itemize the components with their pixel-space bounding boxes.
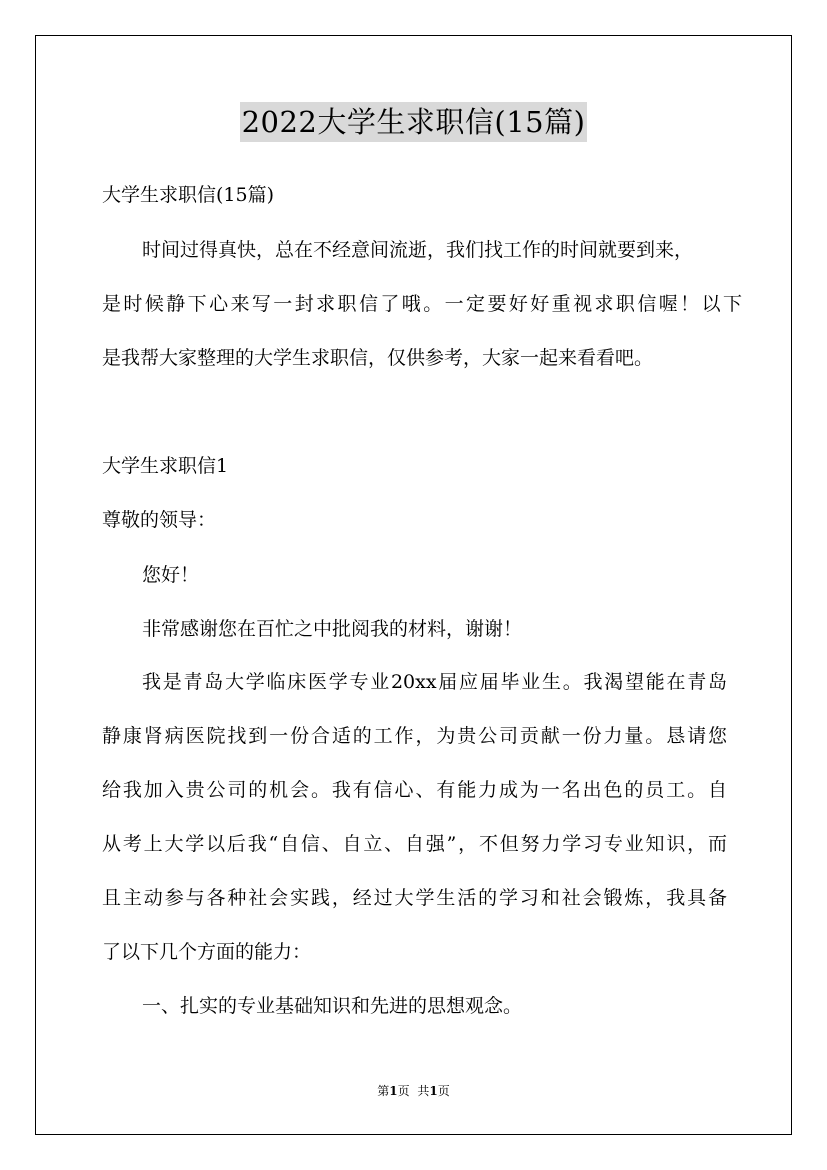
footer-total-prefix: 共 (417, 1084, 430, 1098)
title-container (0, 102, 827, 142)
body-line-2: 静康肾病医院找到一份合适的工作，为贵公司贡献一份力量。恳请您 (102, 725, 727, 747)
page-footer (0, 1083, 827, 1099)
body-line-1: 我是青岛大学临床医学专业20xx届应届毕业生。我渴望能在青岛 (142, 671, 727, 693)
greeting: 您好！ (142, 564, 200, 586)
footer-total-suffix: 页 (437, 1084, 450, 1098)
section-heading: 大学生求职信1 (102, 455, 229, 477)
intro-line-2: 是时候静下心来写一封求职信了哦。一定要好好重视求职信喔！以下 (102, 293, 742, 315)
document-title: 2022大学生求职信(15篇) (240, 102, 588, 142)
salutation: 尊敬的领导： (102, 509, 217, 531)
body-line-3: 给我加入贵公司的机会。我有信心、有能力成为一名出色的员工。自 (102, 779, 727, 801)
footer-total-number: 1 (429, 1084, 438, 1098)
thanks-line: 非常感谢您在百忙之中批阅我的材料，谢谢！ (142, 618, 523, 640)
intro-line-3: 是我帮大家整理的大学生求职信，仅供参考，大家一起来看看吧。 (102, 347, 654, 369)
body-line-5: 且主动参与各种社会实践，经过大学生活的学习和社会锻炼，我具备 (102, 887, 727, 909)
footer-page-number: 1 (389, 1084, 398, 1098)
body-line-6: 了以下几个方面的能力： (102, 941, 312, 963)
footer-page-suffix: 页 (397, 1084, 410, 1098)
body-line-4: 从考上大学以后我“自信、自立、自强”，不但努力学习专业知识，而 (102, 833, 727, 855)
point-one: 一、扎实的专业基础知识和先进的思想观念。 (142, 995, 523, 1017)
document-subtitle: 大学生求职信(15篇) (102, 184, 275, 206)
footer-page-prefix: 第 (377, 1084, 390, 1098)
intro-line-1: 时间过得真快，总在不经意间流逝，我们找工作的时间就要到来， (142, 239, 694, 261)
